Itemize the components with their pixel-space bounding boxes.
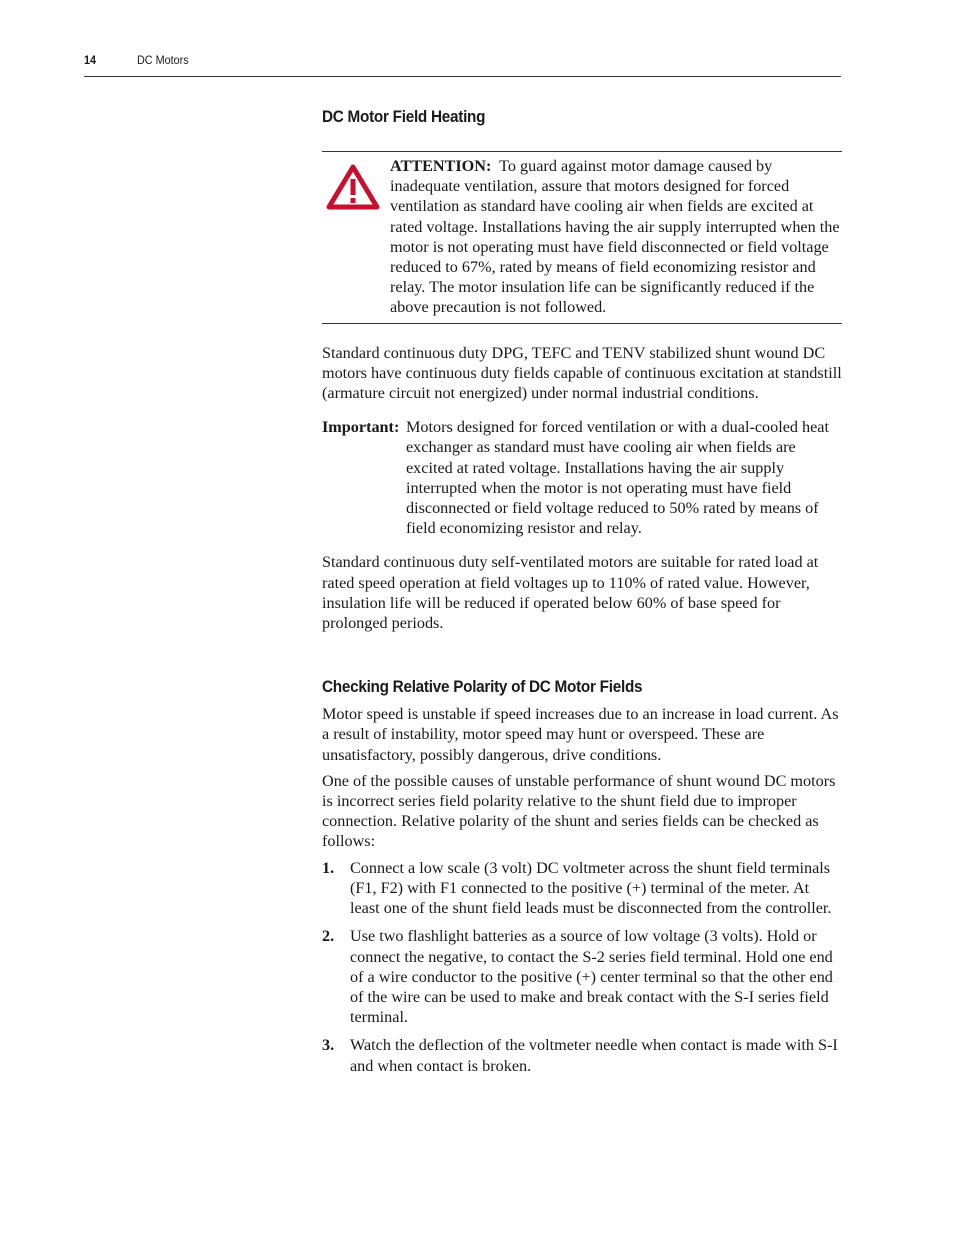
section-heading-polarity: Checking Relative Polarity of DC Motor Fields [322, 677, 643, 697]
attention-text-block [390, 156, 842, 318]
paragraph-motor-speed: Motor speed is unstable if speed increases due to an increase in load current. As a result of instability, motor speed may hunt or overspeed. These are unsatisfactory, possibly dangerous, drive conditions. [322, 705, 839, 764]
step-text: Connect a low scale (3 volt) DC voltmeter across the shunt field terminals (F1, F2) with F1 connected to the positive (+) terminal of the meter. At least one of the shunt field leads must be disconnected from the controller. [350, 858, 832, 918]
procedure-step [322, 1035, 842, 1075]
warning-triangle-icon [326, 164, 380, 210]
step-number: 3. [322, 1036, 335, 1055]
attention-text: To guard against motor damage caused by inadequate ventilation, assure that motors designed for forced ventilation as standard have cooling air when fields are excited at rated voltage. Installations having the air supply interrupted when the motor is not operating must have field disconnected or field voltage reduced to 67%, rated by means of field economizing resistor and relay. The motor insulation life can be significantly reduced if the above precaution is not followed. [390, 157, 840, 317]
important-note [322, 417, 842, 538]
step-text: Use two flashlight batteries as a source of low voltage (3 volts). Hold or connect the negative, to contact the S-2 series field terminal. Hold one end of a wire conductor to the positive (+) center terminal so that the other end of the wire can be used to make and break contact with the S-I series field terminal. [350, 927, 833, 1027]
step-text: Watch the deflection of the voltmeter needle when contact is made with S-I and when contact is broken. [350, 1036, 838, 1075]
paragraph-possible-causes: One of the possible causes of unstable performance of shunt wound DC motors is incorrect series field polarity relative to the shunt field due to improper connection. Relative polarity of the shunt and series fields can be checked as follows: [322, 771, 836, 851]
paragraph-self-ventilated: Standard continuous duty self-ventilated motors are suitable for rated load at rated speed operation at field voltages up to 110% of rated value. However, insulation life will be reduced if operated below 60% of base speed for prolonged periods. [322, 553, 819, 633]
step-number: 2. [322, 927, 335, 946]
running-title: DC Motors [137, 53, 189, 67]
important-text: Motors designed for forced ventilation or with a dual-cooled heat exchanger as standard must have cooling air when fields are excited at rated voltage. Installations having the air supply interrupted when the motor is not operating must have field disconnected or field voltage reduced to 50% rated by means of field economizing resistor and relay. [406, 418, 829, 538]
attention-label: ATTENTION: [390, 157, 492, 175]
page-number: 14 [84, 53, 97, 67]
paragraph-standard-duty: Standard continuous duty DPG, TEFC and TENV stabilized shunt wound DC motors have continuous duty fields capable of continuous excitation at standstill (armature circuit not energized) under normal industrial conditions. [322, 343, 842, 403]
page-header [84, 52, 841, 77]
important-label: Important: [322, 418, 400, 437]
section-heading-field-heating: DC Motor Field Heating [322, 107, 486, 126]
step-number: 1. [322, 858, 335, 877]
procedure-steps [322, 858, 842, 1076]
procedure-step [322, 926, 842, 1027]
attention-box [322, 151, 842, 324]
procedure-step [322, 858, 842, 919]
page-content [322, 107, 842, 1084]
